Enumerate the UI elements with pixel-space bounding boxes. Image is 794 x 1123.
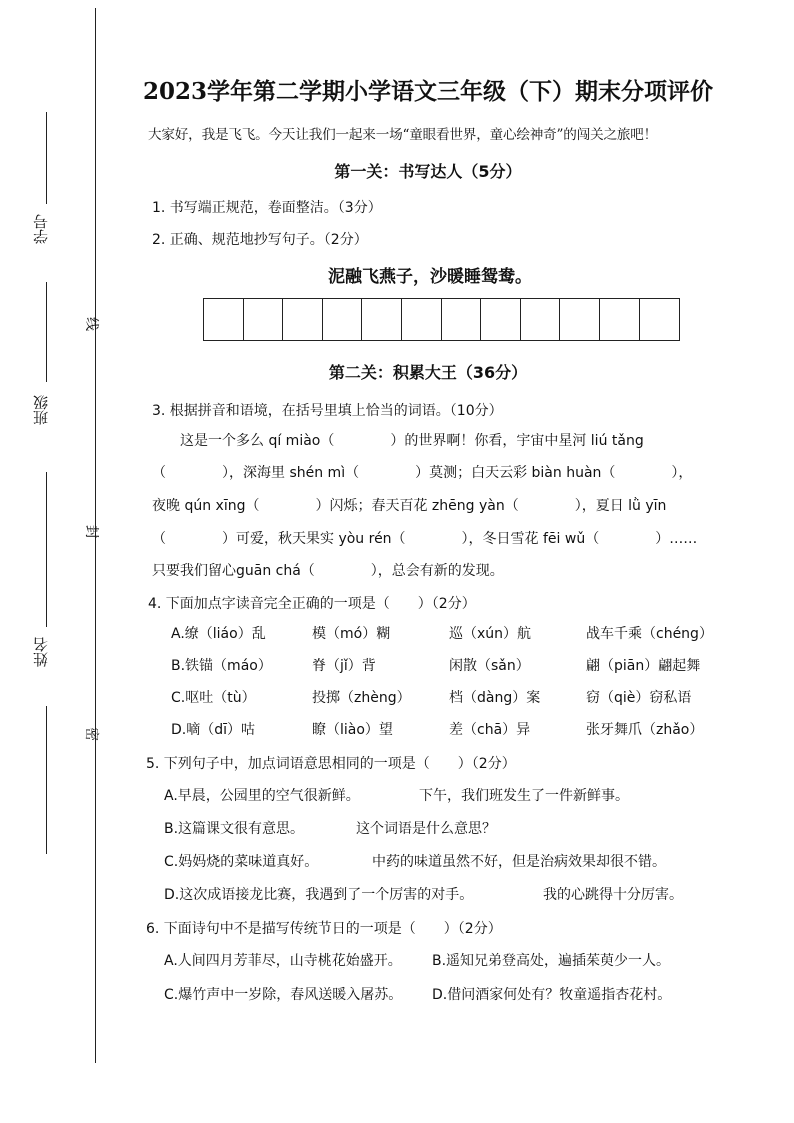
option-4b-3: 闲散（sǎn）: [449, 658, 530, 674]
option-4a-4: 战车千乘（chéng）: [586, 626, 713, 642]
option-6a: A.人间四月芳菲尽，山寺桃花始盛开。: [164, 953, 402, 969]
option-4c-3: 档（dàng）案: [449, 690, 541, 706]
option-4a-2: 模（mó）糊: [312, 626, 391, 642]
section-heading-writing: 第一关：书写达人（5分）: [334, 162, 522, 181]
question-3-line: 夜晚 qún xīng（ ）闪烁；春天百花 zhēng yàn（ ），夏日 lǜ yīn: [152, 498, 667, 514]
option-5a-2: 下午，我们班发生了一件新鲜事。: [419, 788, 629, 804]
question-4-stem: 4. 下面加点字读音完全正确的一项是（ ）（2分）: [148, 596, 476, 612]
option-4d-4: 张牙舞爪（zhǎo）: [586, 722, 704, 738]
option-6d: D.借问酒家何处有？牧童遥指杏花村。: [432, 987, 672, 1003]
page-title: 2023学年第二学期小学语文三年级（下）期末分项评价: [142, 78, 713, 105]
question-3-line: （ ），深海里 shén mì（ ）莫测；白天云彩 biàn huàn（ ），: [152, 465, 693, 481]
intro-text: 大家好，我是飞飞。今天让我们一起来一场“童眼看世界，童心绘神奇”的闯关之旅吧！: [148, 127, 658, 143]
question-3-line: 这是一个多么 qí miào（ ）的世界啊！你看，宇宙中星河 liú tǎng: [180, 433, 644, 449]
student-id-field[interactable]: [46, 112, 47, 204]
writing-cell[interactable]: [362, 299, 402, 340]
question-3-line: （ ）可爱，秋天果实 yòu rén（ ），冬日雪花 fēi wǔ（ ）……: [152, 531, 698, 547]
name-label: 姓名: [32, 637, 50, 667]
student-id-label: 学号: [32, 214, 50, 244]
option-5c-2: 中药的味道虽然不好，但是治病效果却很不错。: [372, 854, 666, 870]
writing-cell[interactable]: [600, 299, 640, 340]
option-4c-4: 窃（qiè）窃私语: [586, 690, 692, 706]
option-4c-1: C.呕吐（tù）: [171, 690, 256, 706]
option-4a-1: A.缭（liáo）乱: [171, 626, 266, 642]
question-2: 2. 正确、规范地抄写句子。（2分）: [152, 232, 368, 248]
option-5c-1: C.妈妈烧的菜味道真好。: [164, 854, 319, 870]
divider-rule: [46, 282, 47, 382]
writing-cell[interactable]: [244, 299, 284, 340]
option-5a-1: A.早晨，公园里的空气很新鲜。: [164, 788, 360, 804]
question-1: 1. 书写端正规范，卷面整洁。（3分）: [152, 200, 382, 216]
writing-cell[interactable]: [204, 299, 244, 340]
seal-char-feng: 封: [83, 525, 99, 539]
option-4b-4: 翩（piān）翩起舞: [586, 658, 701, 674]
question-5-stem: 5. 下列句子中，加点词语意思相同的一项是（ ）（2分）: [146, 756, 516, 772]
writing-cell[interactable]: [283, 299, 323, 340]
writing-grid[interactable]: [203, 298, 680, 341]
option-4a-3: 巡（xún）航: [449, 626, 532, 642]
seal-char-mi: 密: [83, 727, 99, 741]
option-4b-1: B.铁锚（máo）: [171, 658, 272, 674]
option-5b-2: 这个词语是什么意思？: [356, 821, 496, 837]
writing-cell[interactable]: [402, 299, 442, 340]
writing-cell[interactable]: [521, 299, 561, 340]
class-field[interactable]: [46, 472, 47, 627]
option-6c: C.爆竹声中一岁除，春风送暖入屠苏。: [164, 987, 403, 1003]
writing-cell[interactable]: [442, 299, 482, 340]
option-5d-1: D.这次成语接龙比赛，我遇到了一个厉害的对手。: [164, 887, 474, 903]
option-6b: B.遥知兄弟登高处，遍插茱萸少一人。: [432, 953, 671, 969]
writing-cell[interactable]: [481, 299, 521, 340]
section-heading-accumulation: 第二关：积累大王（36分）: [328, 363, 528, 382]
option-4d-3: 差（chā）异: [449, 722, 531, 738]
option-5b-1: B.这篇课文很有意思。: [164, 821, 305, 837]
option-4c-2: 投掷（zhèng）: [312, 690, 411, 706]
writing-cell[interactable]: [640, 299, 680, 340]
class-label: 班级: [32, 395, 50, 425]
option-5d-2: 我的心跳得十分厉害。: [543, 887, 683, 903]
name-field[interactable]: [46, 706, 47, 854]
question-3-line: 只要我们留心guān chá（ ），总会有新的发现。: [152, 563, 504, 579]
seal-char-xian: 线: [83, 317, 99, 331]
option-4b-2: 脊（jǐ）背: [312, 658, 376, 674]
writing-cell[interactable]: [560, 299, 600, 340]
writing-cell[interactable]: [323, 299, 363, 340]
poem-line: 泥融飞燕子，沙暖睡鸳鸯。: [328, 267, 532, 287]
option-4d-1: D.嘀（dī）咕: [171, 722, 256, 738]
question-6-stem: 6. 下面诗句中不是描写传统节日的一项是（ ）（2分）: [146, 921, 502, 937]
question-3-stem: 3. 根据拼音和语境，在括号里填上恰当的词语。（10分）: [152, 403, 503, 419]
option-4d-2: 瞭（liào）望: [312, 722, 393, 738]
